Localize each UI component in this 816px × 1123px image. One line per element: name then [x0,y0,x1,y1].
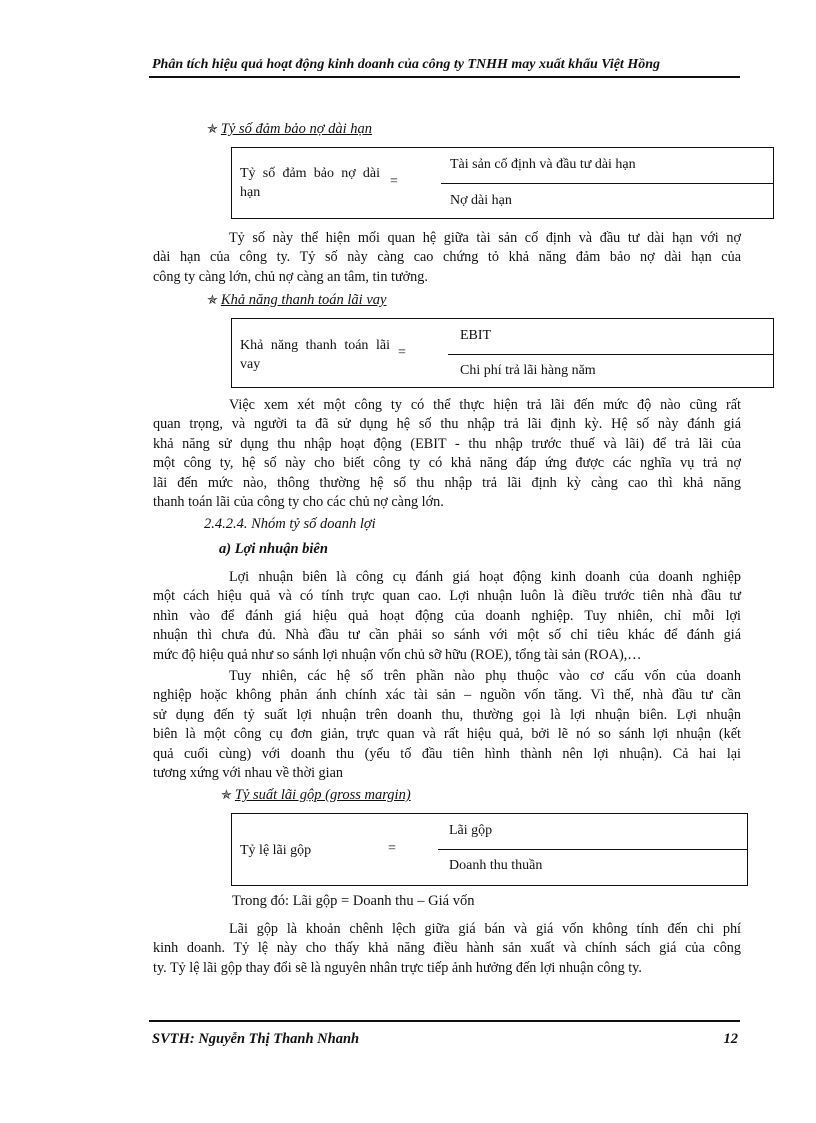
subsection-heading-profit-margin: a) Lợi nhuận biên [219,541,328,557]
formula-label: Khả năng thanh toán lãi vay [240,338,390,372]
formula-label: Tỷ lệ lãi gộp [240,843,312,858]
text-line: một cách hiệu quả và có tính trực quan cao. Lợi nhuận luôn là điều trước tiên nhà đầu tư [153,588,741,605]
formula-equals: = [388,841,396,856]
formula-denominator: Chi phí trả lãi hàng năm [460,363,596,378]
text-line: mức độ hiệu quả như so sánh lợi nhuận vốn chủ sỡ hữu (ROE), tổng tài sản (ROA),… [153,646,642,663]
formula-box-gross-margin [231,813,748,886]
formula-denominator: Doanh thu thuần [449,858,543,873]
text-line: lãi đến mức nào, thông thường hệ số thu nhập trả lãi định kỳ càng cao thì khả năng [153,474,741,491]
text-line: Lợi nhuận biên là công cụ đánh giá hoạt động kinh doanh của doanh nghiệp [229,569,741,585]
text-line: Tuy nhiên, các hệ số trên phần nào phụ thuộc vào cơ cấu vốn của doanh [229,668,741,684]
formula-equals: = [398,345,406,360]
gross-profit-definition-note: Trong đó: Lãi gộp = Doanh thu – Giá vốn [232,893,475,909]
subsection-heading-profitability-ratios: 2.4.2.4. Nhóm tỷ số doanh lợi [204,516,376,532]
formula-box-long-term-debt-coverage [231,147,774,219]
formula-numerator: Tài sản cố định và đầu tư dài hạn [450,157,636,172]
running-header-title: Phân tích hiệu quả hoạt động kinh doanh của công ty TNHH may xuất khẩu Việt Hồng [152,57,660,72]
formula-equals: = [390,174,398,189]
text-line: kinh doanh. Tỷ lệ này cho thấy khả năng điều hành sản xuất và chính sách giá của công [153,940,741,957]
text-line: biên là một công cụ đơn giản, trực quan và rất hiệu quả, bởi lẽ nó so sánh lợi nhuận (kết [153,726,741,743]
text-line: quan trọng, và người ta đã sử dụng hệ số thu nhập trả lãi định kỳ. Hệ số này đánh giá [153,416,741,433]
formula-box-interest-coverage [231,318,774,388]
text-line: Tỷ số này thể hiện mối quan hệ giữa tài sản cố định và đầu tư dài hạn với nợ [229,230,741,246]
star-bullet-icon: ✯ [221,787,232,802]
text-line: công ty càng lớn, chủ nợ càng an tâm, tin tưởng. [153,268,428,285]
text-line: nhìn vào để đánh giá hiệu quả hoạt động của doanh nghiệp. Tuy nhiên, chỉ mỗi lợi [153,607,741,624]
text-line: sử dụng đến tỷ suất lợi nhuận trên doanh thu, thường gọi là lợi nhuận biên. Lợi nhuận [153,706,741,723]
text-line: dài hạn của công ty. Tỷ số này càng cao chứng tỏ khả năng đảm bảo nợ dài hạn của [153,249,741,266]
fraction-line [441,183,774,184]
text-line: một công ty, hệ số này cho biết công ty có khả năng đáp ứng được các nghĩa vụ trả nợ [153,455,741,472]
text-line: khả năng sử dụng thu nhập hoạt động (EBIT - thu nhập trước thuế và lãi) để trả lãi của [153,435,741,452]
paragraph-profit-margin-1 [153,568,741,665]
fraction-line [438,849,748,850]
text-line: tương xứng với nhau về thời gian [153,765,343,782]
section-heading-interest-coverage [207,292,386,309]
heading-text: Tỷ số đảm bảo nợ dài hạn [220,121,373,137]
paragraph-profit-margin-2 [153,667,741,783]
formula-denominator: Nợ dài hạn [450,193,512,208]
paragraph-gross-margin [153,920,741,978]
star-bullet-icon: ✯ [207,121,218,136]
paragraph-interest-coverage [153,396,741,512]
formula-label: Tỷ số đảm bảo nợ dài hạn [240,166,380,200]
formula-numerator: Lãi gộp [449,823,493,838]
text-line: Lãi gộp là khoản chênh lệch giữa giá bán và giá vốn không tính đến chi phí [229,921,741,937]
text-line: thanh toán lãi của công ty cho các chủ nợ càng lớn. [153,494,444,511]
text-line: nhuận thì chưa đủ. Nhà đầu tư cần phải so sánh với một số chỉ tiêu khác để đánh giá [153,627,741,644]
star-bullet-icon: ✯ [207,292,218,307]
section-heading-long-term-debt-coverage [207,121,372,138]
text-line: nghiệp hoặc không phản ánh chính xác tài sản – nguồn vốn tăng. Vì thế, nhà đầu tư cần [153,687,741,704]
heading-text: Tỷ suất lãi gộp (gross margin) [234,787,411,803]
text-line: quả cuối cùng) với doanh thu (yếu tố đầu tiên hình thành nên lợi nhuận). Cả hai lại [153,745,741,762]
header-rule [149,76,740,78]
footer-author: SVTH: Nguyễn Thị Thanh Nhanh [152,1031,360,1047]
text-line: Việc xem xét một công ty có thể thực hiện trả lãi đến mức độ nào cũng rất [229,397,741,413]
formula-numerator: EBIT [460,328,492,343]
section-heading-gross-margin [221,787,411,804]
text-line: ty. Tỷ lệ lãi gộp thay đổi sẽ là nguyên nhân trực tiếp ảnh hưởng đến lợi nhuận công ty. [153,959,642,976]
page-number: 12 [723,1031,738,1047]
fraction-line [448,354,774,355]
heading-text: Khả năng thanh toán lãi vay [220,292,387,308]
paragraph-long-term-debt-coverage [153,229,741,287]
footer-rule [149,1020,740,1022]
